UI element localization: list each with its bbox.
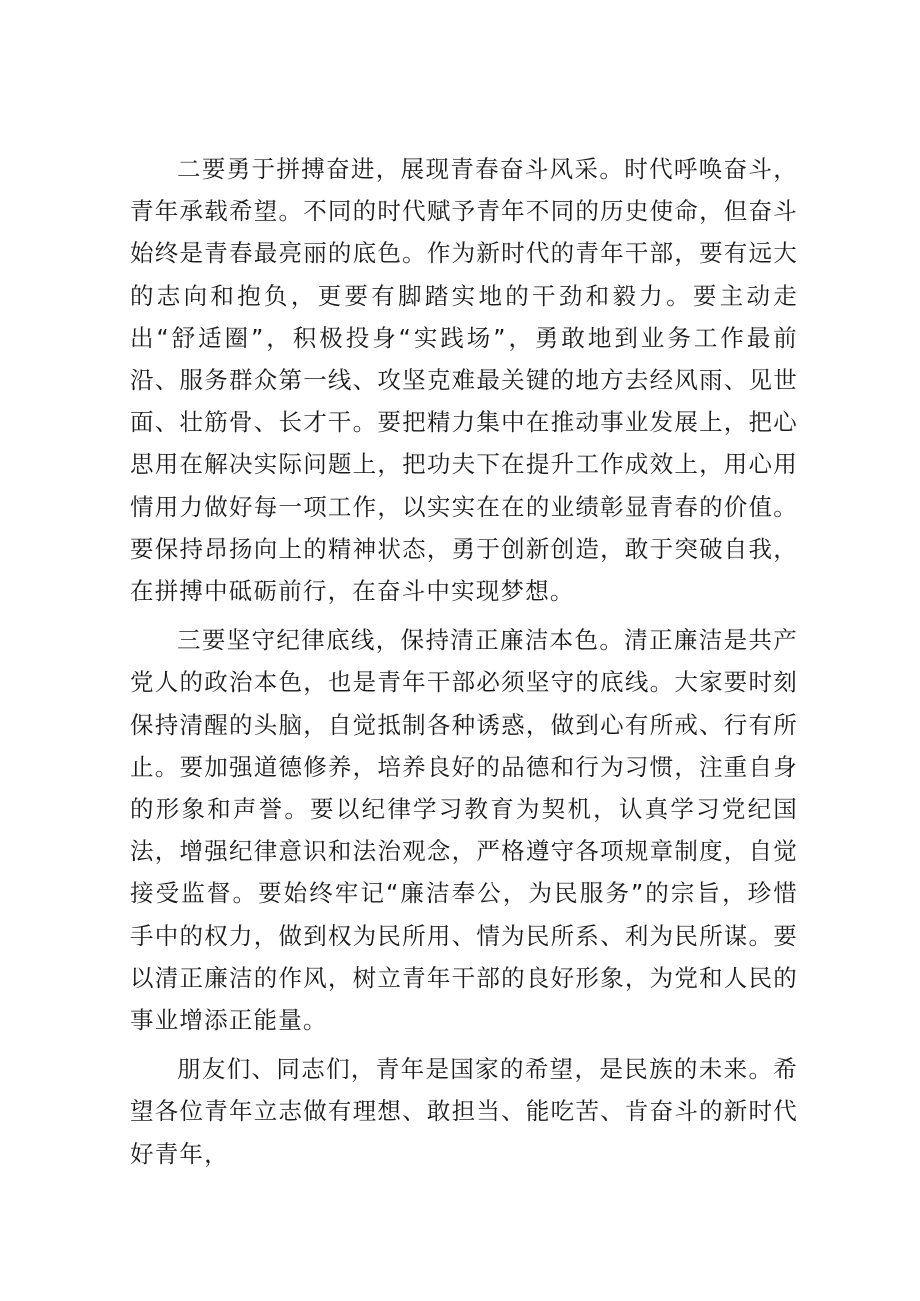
paragraph-integrity: 三要坚守纪律底线，保持清正廉洁本色。清正廉洁是共产党人的政治本色，也是青年干部必须坚守的底线。大家要时刻保持清醒的头脑，自觉抵制各种诱惑，做到心有所戒、行有所止。要加强道德修养，培养良好的品德和行为习惯，注重自身的形象和声誉。要以纪律学习教育为契机，认真学习党纪国法，增强纪律意识和法治观念，严格遵守各项规章制度，自觉接受监督。要始终牢记“廉洁奉公，为民服务”的宗旨，珍惜手中的权力，做到权为民所用、情为民所系、利为民所谋。要以清正廉洁的作风，树立青年干部的良好形象，为党和人民的事业增添正能量。 (130, 626, 798, 1035)
document-body (130, 148, 798, 1182)
paragraph-closing: 朋友们、同志们，青年是国家的希望，是民族的未来。希望各位青年立志做有理想、敢担当、能吃苦、肯奋斗的新时代好青年， (130, 1055, 798, 1168)
paragraph-strive: 二要勇于拼搏奋进，展现青春奋斗风采。时代呼唤奋斗，青年承载希望。不同的时代赋予青年不同的历史使命，但奋斗始终是青春最亮丽的底色。作为新时代的青年干部，要有远大的志向和抱负，更要有脚踏实地的干劲和毅力。要主动走出“舒适圈”，积极投身“实践场”，勇敢地到业务工作最前沿、服务群众第一线、攻坚克难最关键的地方去经风雨、见世面、壮筋骨、长才干。要把精力集中在推动事业发展上，把心思用在解决实际问题上，把功夫下在提升工作成效上，用心用情用力做好每一项工作，以实实在在的业绩彰显青春的价值。要保持昂扬向上的精神状态，勇于创新创造，敢于突破自我，在拼搏中砥砺前行，在奋斗中实现梦想。 (130, 155, 798, 606)
